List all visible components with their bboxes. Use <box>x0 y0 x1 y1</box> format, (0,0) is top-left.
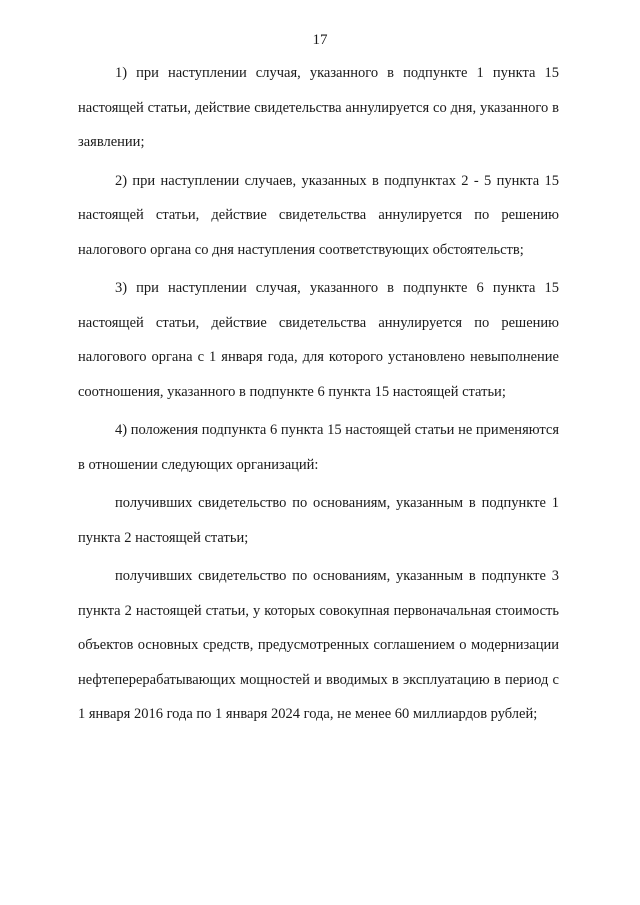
paragraph-item-4: 4) положения подпункта 6 пункта 15 настоящей статьи не применяются в отношении следующих организаций: <box>78 422 559 473</box>
paragraph-item-3: 3) при наступлении случая, указанного в подпункте 6 пункта 15 настоящей статьи, действие свидетельства аннулируется по решению налогового органа с 1 января года, для которого установлено невыполнение соотношения, указанного в подпункте 6 пункта 15 настоящей статьи; <box>78 280 559 400</box>
paragraph-item-1: 1) при наступлении случая, указанного в подпункте 1 пункта 15 настоящей статьи, действие свидетельства аннулируется со дня, указанного в заявлении; <box>78 65 559 150</box>
paragraph-subitem-1: получивших свидетельство по основаниям, указанным в подпункте 1 пункта 2 настоящей статьи; <box>78 495 559 546</box>
paragraph-subitem-2: получивших свидетельство по основаниям, указанным в подпункте 3 пункта 2 настоящей статьи, у которых совокупная первоначальная стоимость объектов основных средств, предусмотренных соглашением о модернизации нефтеперерабатывающих мощностей и вводимых в эксплуатацию в период с 1 января 2016 года по 1 января 2024 года, не менее 60 миллиардов рублей; <box>78 568 559 722</box>
paragraph-item-2: 2) при наступлении случаев, указанных в подпунктах 2 - 5 пункта 15 настоящей статьи, действие свидетельства аннулируется по решению налогового органа со дня наступления соответствующих обстоятельств; <box>78 172 559 258</box>
document-body <box>78 56 559 736</box>
page-number: 17 <box>312 32 328 48</box>
